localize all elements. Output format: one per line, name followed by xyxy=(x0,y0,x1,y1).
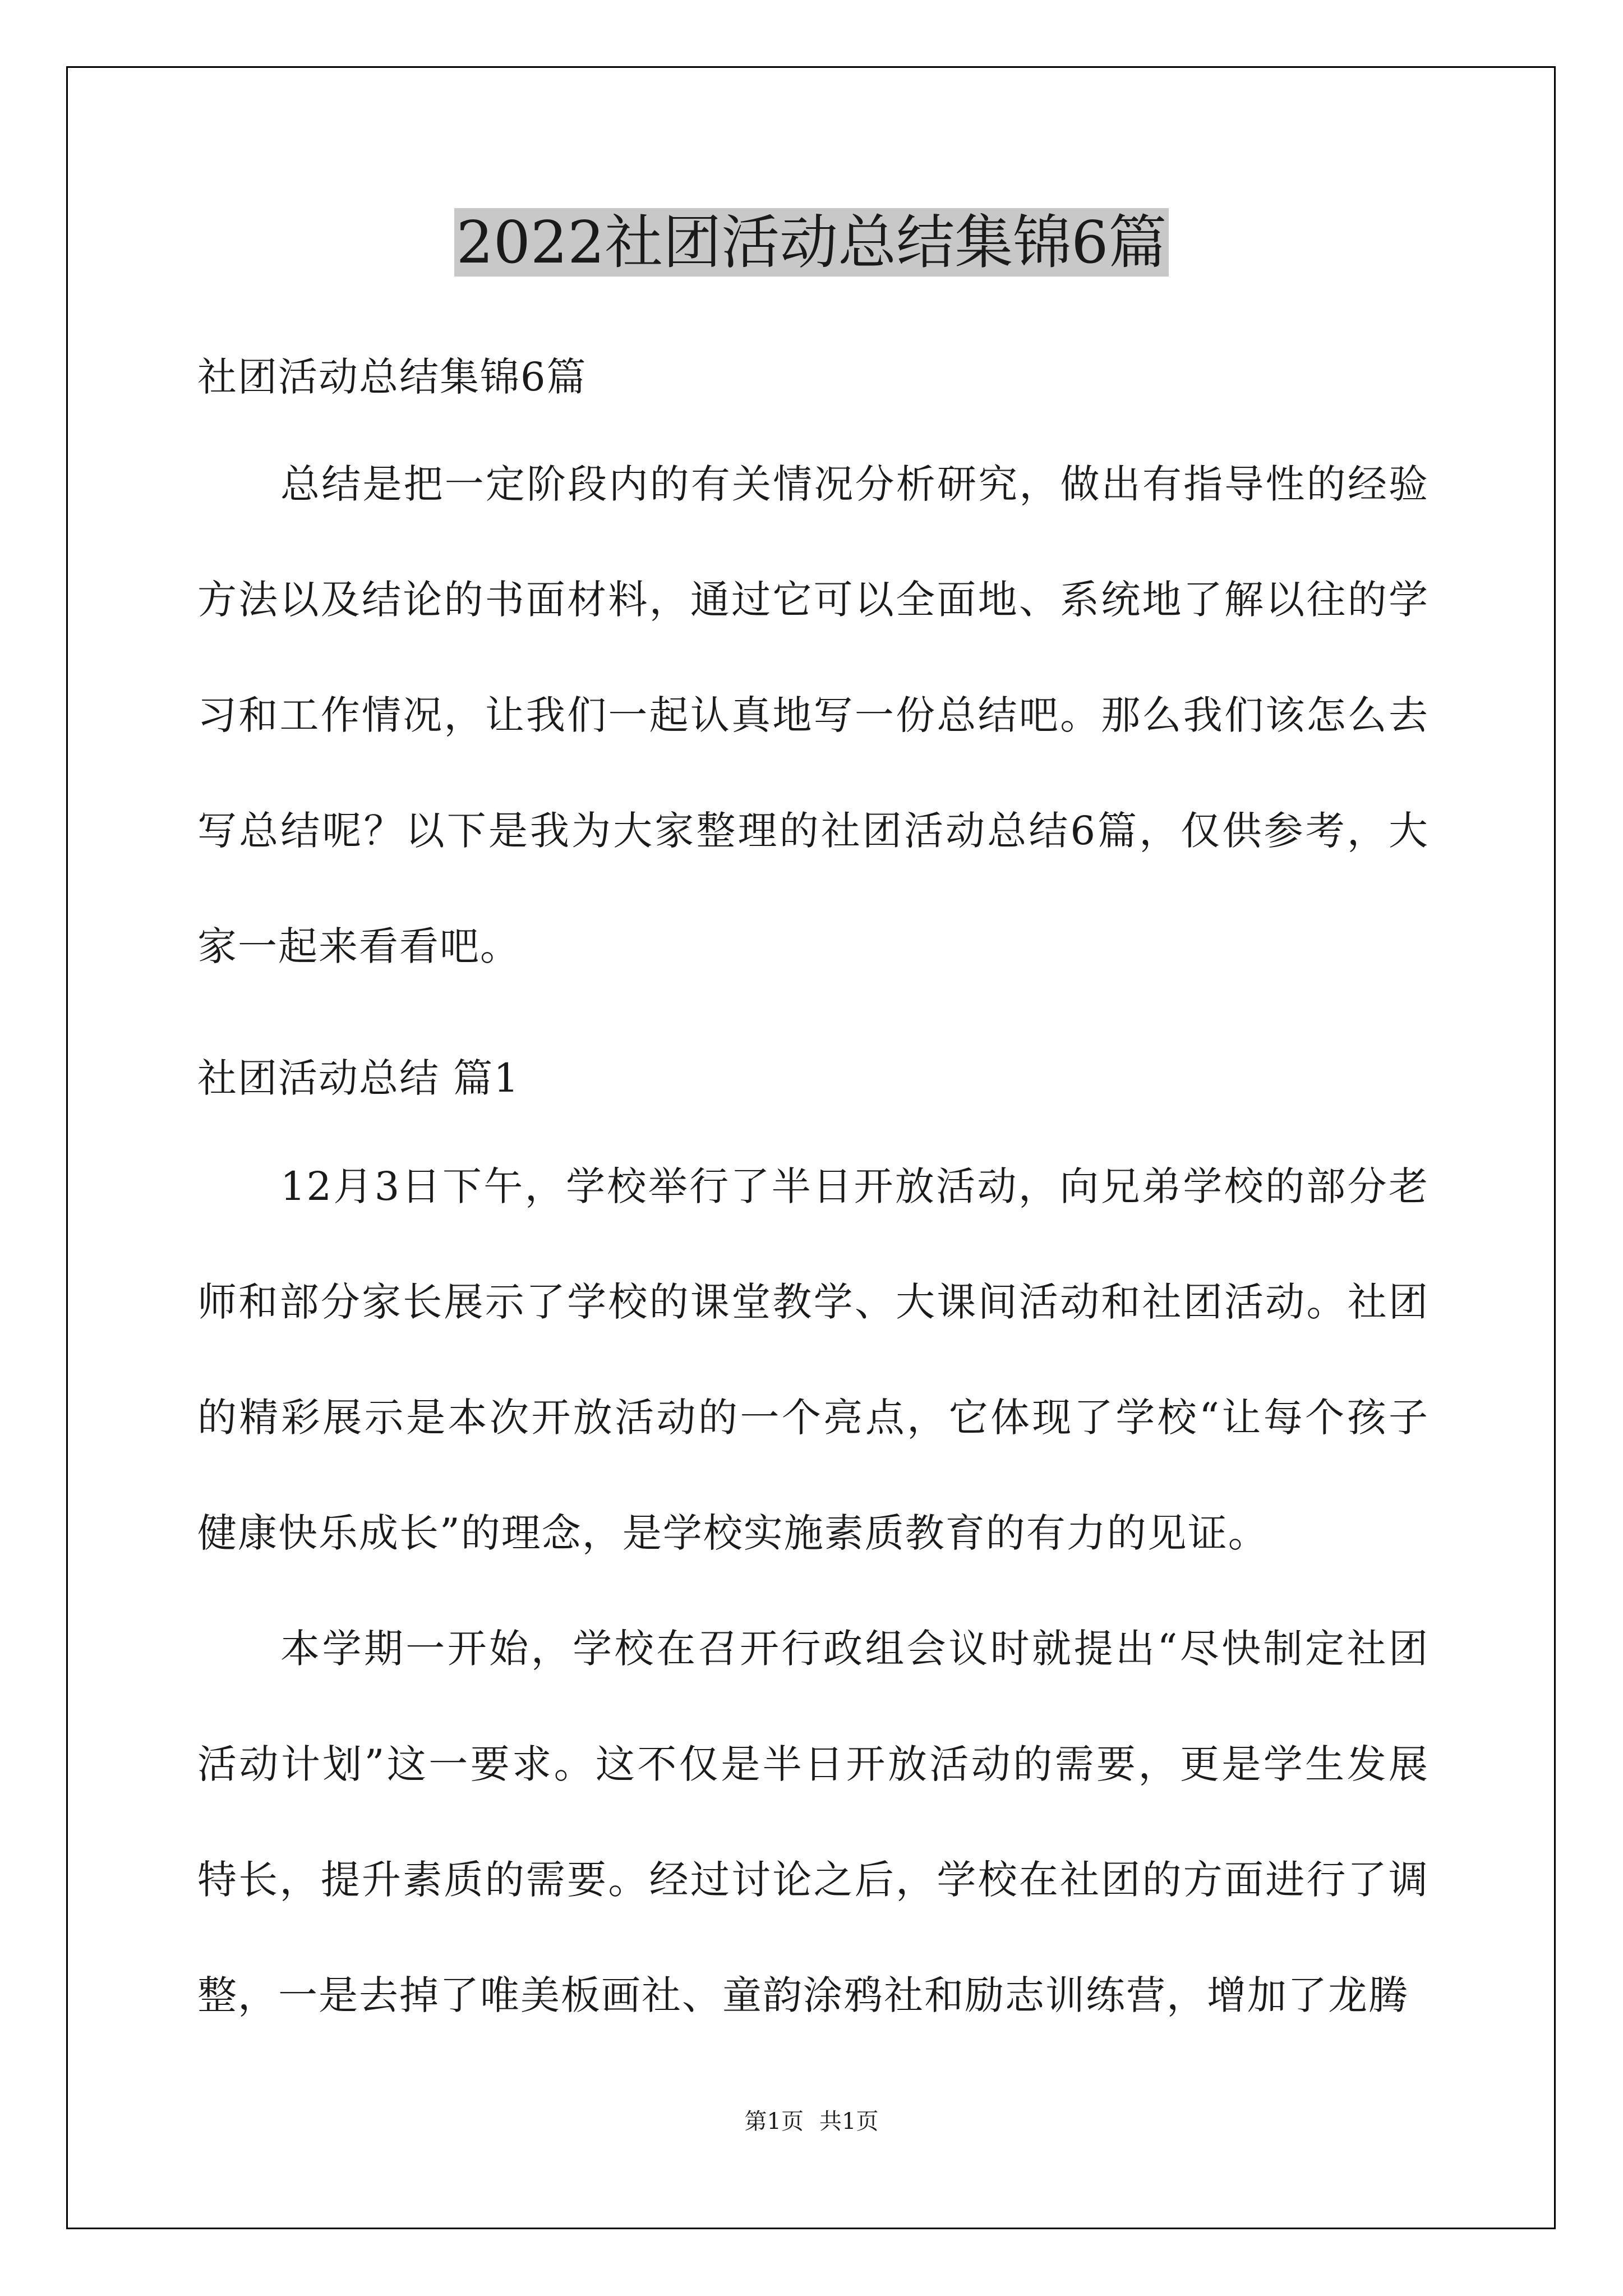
page-number: 第1页 xyxy=(744,2109,804,2134)
page-footer xyxy=(0,2105,1623,2138)
body-paragraph: 12月3日下午，学校举行了半日开放活动，向兄弟学校的部分老师和部分家长展示了学校的课堂教学、大课间活动和社团活动。社团的精彩展示是本次开放活动的一个亮点，它体现了学校“让每个孩子健康快乐成长”的理念，是学校实施素质教育的有力的见证。 xyxy=(197,1163,1429,1556)
document-subtitle: 社团活动总结集锦6篇 xyxy=(197,354,587,400)
intro-paragraph: 总结是把一定阶段内的有关情况分析研究，做出有指导性的经验方法以及结论的书面材料，通过它可以全面地、系统地了解以往的学习和工作情况，让我们一起认真地写一份总结吧。那么我们该怎么去写总结呢？以下是我为大家整理的社团活动总结6篇，仅供参考，大家一起来看看吧。 xyxy=(197,461,1429,969)
page-total: 共1页 xyxy=(819,2109,879,2134)
document-title xyxy=(0,197,1623,287)
document-title-text: 2022社团活动总结集锦6篇 xyxy=(454,208,1169,277)
body-paragraph: 本学期一开始，学校在召开行政组会议时就提出“尽快制定社团活动计划”这一要求。这不仅是半日开放活动的需要，更是学生发展特长，提升素质的需要。经过讨论之后，学校在社团的方面进行了调整，一是去掉了唯美板画社、童韵涂鸦社和励志训练营，增加了龙腾 xyxy=(197,1626,1429,2018)
section-heading: 社团活动总结 篇1 xyxy=(197,1055,520,1101)
